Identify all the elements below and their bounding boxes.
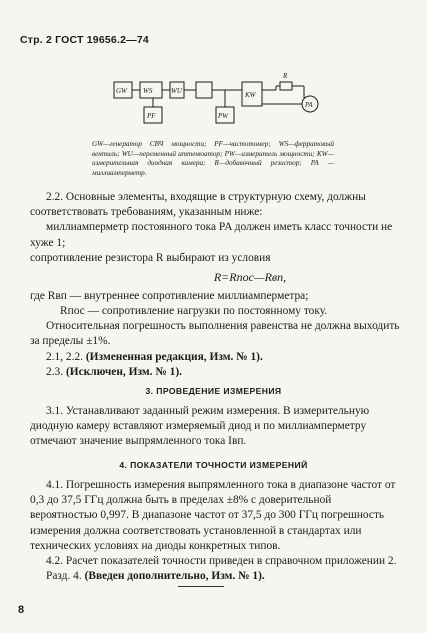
diagram-label-pf: PF — [147, 112, 156, 120]
paragraph-amendment-2 — [30, 365, 400, 380]
paragraph-amendment-1 — [30, 350, 400, 365]
paragraph-milliammeter: миллиамперметр постоянного тока PA должен иметь класс точности не хуже 1; — [30, 221, 393, 249]
definition-2-term: Rпос — [60, 305, 85, 318]
paragraph-4-2: 4.2. Расчет показателей точности приведен в справочном приложении 2. — [46, 555, 397, 568]
amendment-1-text: (Измененная редакция, Изм. № 1). — [85, 350, 263, 363]
section-3-title: 3. ПРОВЕДЕНИЕ ИЗМЕРЕНИЯ — [145, 386, 282, 396]
diagram-label-gw: GW — [116, 87, 127, 95]
section-4-title: 4. ПОКАЗАТЕЛИ ТОЧНОСТИ ИЗМЕРЕНИЙ — [119, 460, 308, 470]
paragraph-section-4-note — [30, 569, 400, 584]
diagram-label-wu: WU — [171, 87, 182, 95]
diagram-label-ws: WS — [143, 87, 153, 95]
diagram-label-kw: KW — [245, 91, 256, 99]
diagram-label-pa: PA — [305, 101, 313, 109]
definition-1-text: — внутреннее сопротивление миллиамперметра; — [66, 290, 309, 303]
page-number: 8 — [18, 604, 25, 616]
end-divider — [178, 586, 224, 587]
section-4-note-ref: Разд. 4. — [46, 570, 85, 583]
amendment-2-ref: 2.3. — [46, 365, 66, 378]
page-header: Стр. 2 ГОСТ 19656.2—74 — [20, 34, 149, 46]
definition-2 — [30, 304, 400, 319]
block-diagram — [110, 70, 330, 132]
paragraph-2-2: 2.2. Основные элементы, входящие в структурную схему, должны соответствовать требованиям, указанным ниже: — [30, 191, 366, 219]
formula: R=Rпос—Rвп, — [213, 270, 287, 285]
diagram-label-r: R — [283, 72, 288, 80]
definition-2-text: — сопротивление нагрузки по постоянному току. — [84, 305, 328, 318]
section-4-note-text: (Введен дополнительно, Изм. № 1). — [84, 570, 265, 583]
definition-1-term: где Rвп — [30, 290, 67, 303]
amendment-1-ref: 2.1, 2.2. — [46, 350, 86, 363]
paragraph-4-1: 4.1. Погрешность измерения выпрямленного тока в диапазоне частот от 0,3 до 37,5 ГГц должна быть в пределах ±8% с доверительной вероятностью 0,997. В диапазоне частот от 37,5 до 300 ГГц погрешность измерения должна соответствовать установленной в стандартах или технических условиях на диоды конкретных типов. — [30, 479, 396, 552]
definition-1 — [30, 289, 400, 304]
paragraph-tolerance: Относительная погрешность выполнения равенства не должна выходить за пределы ±1%. — [30, 320, 400, 348]
section-2 — [30, 190, 400, 380]
diagram-block-wu2 — [196, 82, 212, 98]
section-4 — [30, 478, 400, 584]
paragraph-resistor: сопротивление резистора R выбирают из условия — [30, 251, 271, 264]
diagram-caption: GW—генератор СВЧ мощности; PF—частотомер; WS—ферритовый вентиль; WU—переменный аттенюатор; PW—измеритель мощности; KW—измерительная диодная камера; R—добавочный резистор; PA — миллиамперметр. — [92, 140, 334, 177]
diagram-label-pw: PW — [218, 112, 229, 120]
amendment-2-text: (Исключен, Изм. № 1). — [65, 365, 182, 378]
paragraph-3-1: 3.1. Устанавливают заданный режим измерения. В измерительную диодную камеру вставляют измеряемый диод и по миллиамперметру отмечают значение выпрямленного тока Iвп. — [30, 405, 370, 448]
section-3 — [30, 404, 400, 450]
